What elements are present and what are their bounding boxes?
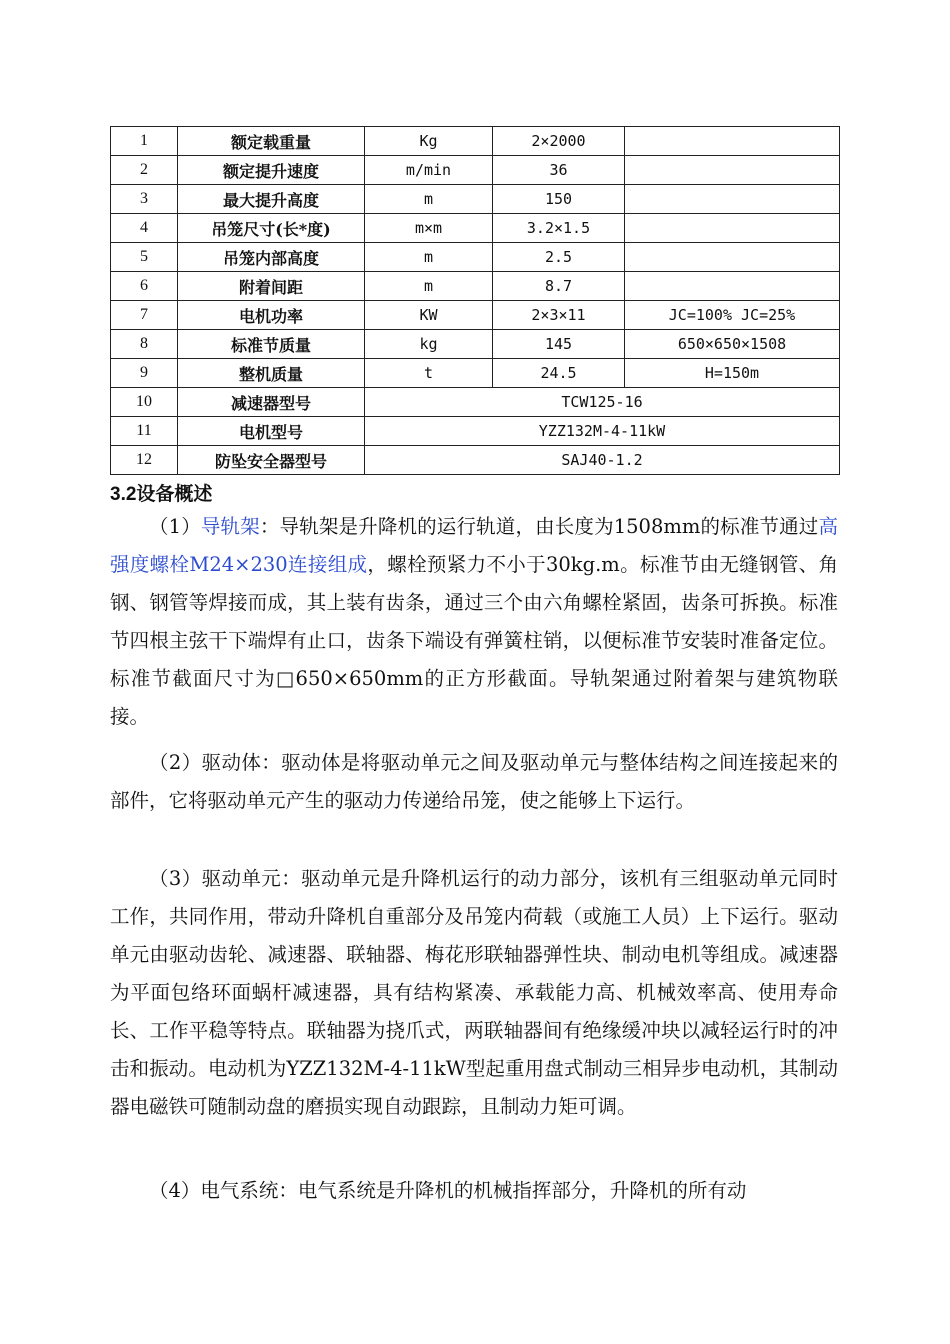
param-name: 额定载重量 — [178, 127, 365, 156]
param-name: 吊笼尺寸(长*度) — [178, 214, 365, 243]
paragraph-electrical-system: （4）电气系统：电气系统是升降机的机械指挥部分，升降机的所有动 — [149, 1179, 747, 1202]
table-row — [111, 243, 840, 272]
row-number: 2 — [111, 156, 178, 185]
param-value: 2.5 — [493, 243, 625, 272]
param-value: 24.5 — [493, 359, 625, 388]
param-note — [625, 214, 840, 243]
param-value: 36 — [493, 156, 625, 185]
param-unit: m/min — [365, 156, 493, 185]
param-value: 3.2×1.5 — [493, 214, 625, 243]
row-number: 4 — [111, 214, 178, 243]
table-row — [111, 185, 840, 214]
paragraph-text: ，螺栓预紧力不小于30kg.m。标准节由无缝钢管、角钢、钢管等焊接而成，其上装有齿条，通过三个由六角螺栓紧固，齿条可拆换。标准节四根主弦干下端焊有止口，齿条下端设有弹簧柱销，以便标准节安装时准备定位。标准节截面尺寸为□650×650mm的正方形截面。导轨架通过附着架与建筑物联接。 — [110, 553, 838, 728]
param-note — [625, 185, 840, 214]
param-note — [625, 127, 840, 156]
section-title: 设备概述 — [136, 483, 213, 505]
param-note — [625, 243, 840, 272]
param-unit: m×m — [365, 214, 493, 243]
param-value: 2×3×11 — [493, 301, 625, 330]
table-row — [111, 127, 840, 156]
param-value: TCW125-16 — [365, 388, 840, 417]
row-number: 1 — [111, 127, 178, 156]
param-name: 减速器型号 — [178, 388, 365, 417]
row-number: 7 — [111, 301, 178, 330]
section-number: 3.2 — [110, 484, 137, 505]
paragraph-drive-unit: （3）驱动单元：驱动单元是升降机运行的动力部分，该机有三组驱动单元同时工作，共同作用，带动升降机自重部分及吊笼内荷载（或施工人员）上下运行。驱动单元由驱动齿轮、减速器、联轴器、梅花形联轴器弹性块、制动电机等组成。减速器为平面包络环面蜗杆减速器，具有结构紧凑、承载能力高、机械效率高、使用寿命长、工作平稳等特点。联轴器为挠爪式，两联轴器间有绝缘缓冲块以减轻运行时的冲击和振动。电动机为YZZ132M-4-11kW型起重用盘式制动三相异步电动机，其制动器电磁铁可随制动盘的磨损实现自动跟踪，且制动力矩可调。 — [110, 867, 838, 1118]
row-number: 6 — [111, 272, 178, 301]
param-name: 额定提升速度 — [178, 156, 365, 185]
param-unit: Kg — [365, 127, 493, 156]
table-row-merged — [111, 388, 840, 417]
param-note: 650×650×1508 — [625, 330, 840, 359]
param-value: 2×2000 — [493, 127, 625, 156]
row-number: 5 — [111, 243, 178, 272]
paragraph-guide-rail — [110, 508, 838, 736]
param-note: JC=100% JC=25% — [625, 301, 840, 330]
param-name: 电机功率 — [178, 301, 365, 330]
param-name: 防坠安全器型号 — [178, 446, 365, 475]
param-name: 吊笼内部高度 — [178, 243, 365, 272]
spec-table-body — [111, 127, 840, 475]
param-value: 150 — [493, 185, 625, 214]
paragraph-prefix: （1） — [149, 515, 201, 538]
table-row — [111, 156, 840, 185]
param-note: H=150m — [625, 359, 840, 388]
table-row — [111, 359, 840, 388]
table-row — [111, 330, 840, 359]
row-number: 3 — [111, 185, 178, 214]
section-heading — [110, 479, 212, 506]
row-number: 11 — [111, 417, 178, 446]
row-number: 8 — [111, 330, 178, 359]
param-value: SAJ40-1.2 — [365, 446, 840, 475]
param-value: YZZ132M-4-11kW — [365, 417, 840, 446]
param-name: 电机型号 — [178, 417, 365, 446]
param-name: 附着间距 — [178, 272, 365, 301]
row-number: 9 — [111, 359, 178, 388]
param-name: 最大提升高度 — [178, 185, 365, 214]
param-unit: m — [365, 243, 493, 272]
term-guide-rail: 导轨架 — [200, 515, 260, 538]
param-unit: kg — [365, 330, 493, 359]
param-name: 标准节质量 — [178, 330, 365, 359]
table-row-merged — [111, 446, 840, 475]
param-unit: KW — [365, 301, 493, 330]
param-note — [625, 272, 840, 301]
paragraph-text: ：导轨架是升降机的运行轨道，由长度为1508mm的标准节通过 — [259, 515, 819, 538]
table-row — [111, 301, 840, 330]
table-row — [111, 214, 840, 243]
row-number: 12 — [111, 446, 178, 475]
table-row-merged — [111, 417, 840, 446]
param-unit: m — [365, 272, 493, 301]
table-row — [111, 272, 840, 301]
spec-table — [110, 126, 840, 475]
term-high-strength-bolt: 高强度螺栓M24×230连接组成 — [110, 515, 838, 576]
param-name: 整机质量 — [178, 359, 365, 388]
param-value: 145 — [493, 330, 625, 359]
row-number: 10 — [111, 388, 178, 417]
param-note — [625, 156, 840, 185]
param-unit: t — [365, 359, 493, 388]
param-value: 8.7 — [493, 272, 625, 301]
paragraph-drive-body: （2）驱动体：驱动体是将驱动单元之间及驱动单元与整体结构之间连接起来的部件，它将驱动单元产生的驱动力传递给吊笼，使之能够上下运行。 — [110, 751, 838, 812]
param-unit: m — [365, 185, 493, 214]
